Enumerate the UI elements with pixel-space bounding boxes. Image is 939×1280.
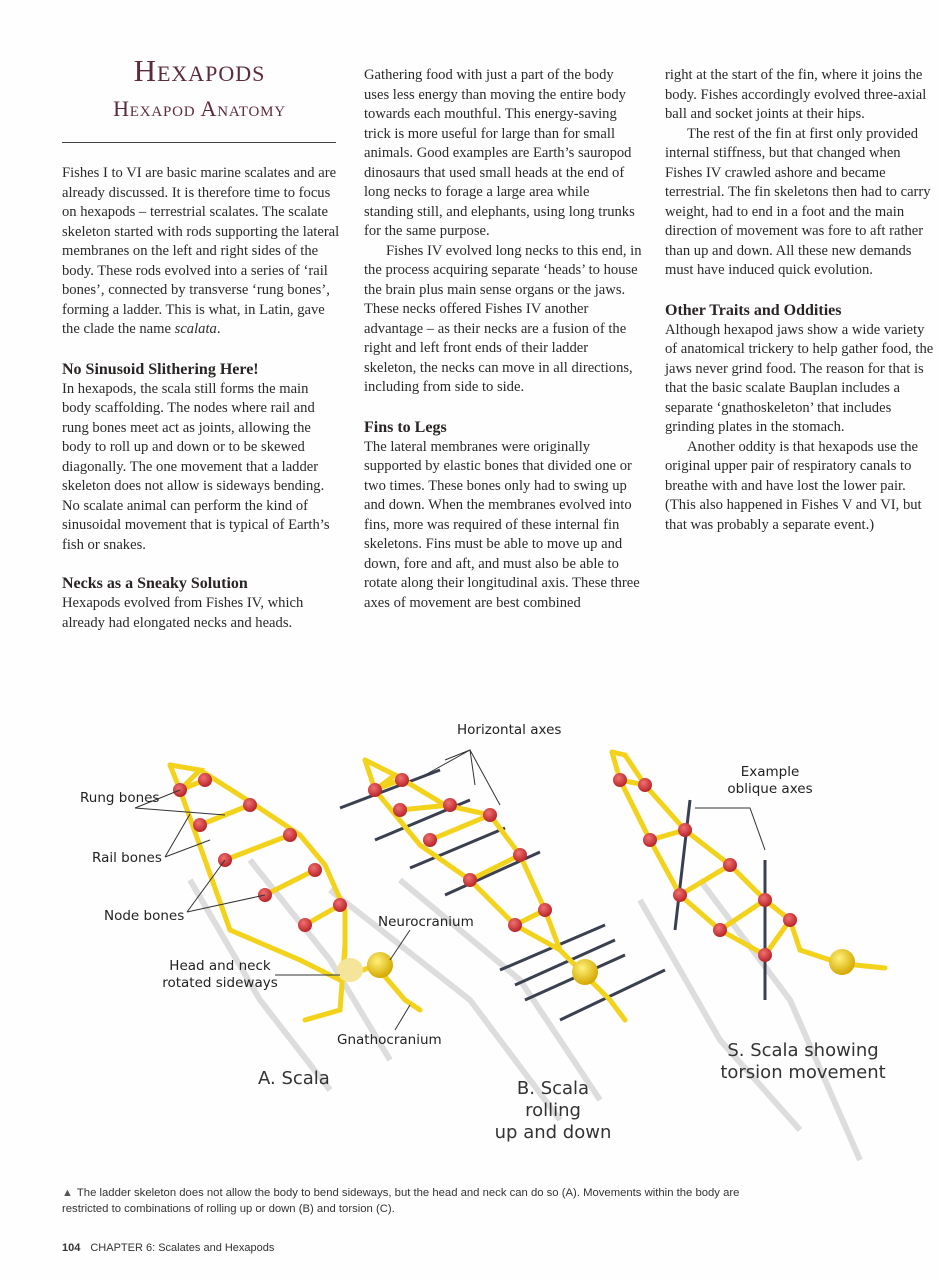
- column-2: [364, 66, 642, 613]
- section-heading-sinusoid: No Sinusoid Slithering Here!: [62, 360, 259, 378]
- label-head-neck: Head and neck rotated sideways: [162, 958, 278, 991]
- fins-paragraph: The lateral membranes were originally supported by elastic bones that divided one or two times. These bones only had to swing up and down. When the membranes evolved into fins, more was required of these internal fin skeletons. Fins must be able to move up and down, fore and aft, and must also be able to rotate along their longitudinal axis. These three axes of movement are best combined: [364, 438, 640, 611]
- page-footer: [62, 1242, 274, 1254]
- panel-b-label: B. Scala rolling up and down: [494, 1078, 612, 1143]
- page-number: 104: [62, 1242, 81, 1254]
- label-node-bones: Node bones: [104, 908, 185, 924]
- figure-caption: ▲ The ladder skeleton does not allow the body to bend sideways, but the head and neck can do so (A). Movements within the body are restricted to combinations of rolling up or down (B) and torsion (C).: [62, 1187, 740, 1215]
- label-horizontal-axes: Horizontal axes: [457, 722, 562, 738]
- column-1: [62, 164, 340, 633]
- column-3: [665, 66, 937, 535]
- title-rule: [62, 142, 336, 143]
- label-gnathocranium: Gnathocranium: [337, 1032, 442, 1048]
- gathering-paragraph: Gathering food with just a part of the body uses less energy than moving the entire body towards each mouthful. This energy-saving trick is more useful for large than for small animals. Good examples are Earth’s sauropod dinosaurs that used small heads at the end of long necks to forage a large area while standing still, and elephants, using long trunks for the same purpose.: [364, 67, 635, 239]
- jaws-paragraph: Although hexapod jaws show a wide variety of anatomical trickery to help gather food, the jaws never grind food. The reason for that is that the basic scalate Bauplan includes a separate ‘gnathoskeleton’ that includes grinding plates in the stomach.: [665, 321, 934, 435]
- section-heading-necks: Necks as a Sneaky Solution: [62, 575, 248, 592]
- sinusoid-paragraph: In hexapods, the scala still forms the main body scaffolding. The nodes where rail and rung bones meet act as joints, allowing the body to roll up and down or to be skewed diagonally. The one movement that a ladder skeleton does not allow is sideways bending. No scalate animal can perform the kind of sinusoidal movement that is typical of Earth’s fish or snakes.: [62, 380, 330, 553]
- fin-rest-paragraph: The rest of the fin at first only provided internal stiffness, but that changed when Fishes IV crawled ashore and became terrestrial. The fin skeletons then had to carry weight, had to end in a foot and the main direction of movement was fore to aft rather than up and down. All these new demands must have induced quick evolution.: [665, 125, 931, 278]
- intro-paragraph: Fishes I to VI are basic marine scalates and are already discussed. It is therefore time to focus on hexapods – terrestrial scalates. The scalate skeleton started with rods supporting the lateral membranes on the left and right sides of the body. These rods evolved into a series of ‘rail bones’, connected by transverse ‘rung bones’, forming a ladder. This is what, in Latin, gave the clade the name scalata.: [62, 165, 340, 337]
- scala-figure: [0, 700, 939, 1170]
- label-neurocranium: Neurocranium: [378, 914, 474, 930]
- panel-c-label: S. Scala showing torsion movement: [720, 1040, 886, 1083]
- page-subtitle: Hexapod Anatomy: [113, 96, 286, 121]
- title-block: [62, 52, 337, 124]
- necks-paragraph: Hexapods evolved from Fishes IV, which already had elongated necks and heads.: [62, 595, 304, 631]
- page-title: Hexapods: [133, 53, 266, 88]
- panel-a-label: A. Scala: [258, 1068, 330, 1089]
- section-heading-oddities: Other Traits and Oddities: [665, 301, 842, 319]
- caption-triangle-icon: ▲: [62, 1187, 73, 1199]
- chapter-title: CHAPTER 6: Scalates and Hexapods: [90, 1242, 275, 1254]
- label-rail-bones: Rail bones: [92, 850, 162, 866]
- fishes-iv-paragraph: Fishes IV evolved long necks to this end, in the process acquiring separate ‘heads’ to house the brain plus main sense organs or the jaws. These necks offered Fishes IV another advantage – as their necks are a fusion of the right and left front ends of their ladder skeleton, the necks can move in all directions, including from side to side.: [364, 242, 642, 395]
- section-heading-fins: Fins to Legs: [364, 418, 447, 436]
- label-rung-bones: Rung bones: [80, 790, 160, 806]
- fin-joint-paragraph: right at the start of the fin, where it joins the body. Fishes accordingly evolved three-axial ball and socket joints at their hips.: [665, 67, 927, 122]
- label-oblique-axes: Example oblique axes: [727, 764, 813, 797]
- respiratory-paragraph: Another oddity is that hexapods use the original upper pair of respiratory canals to breathe with and have lost the lower pair. (This also happened in Fishes V and VI, but that was probably a separate event.): [665, 438, 922, 533]
